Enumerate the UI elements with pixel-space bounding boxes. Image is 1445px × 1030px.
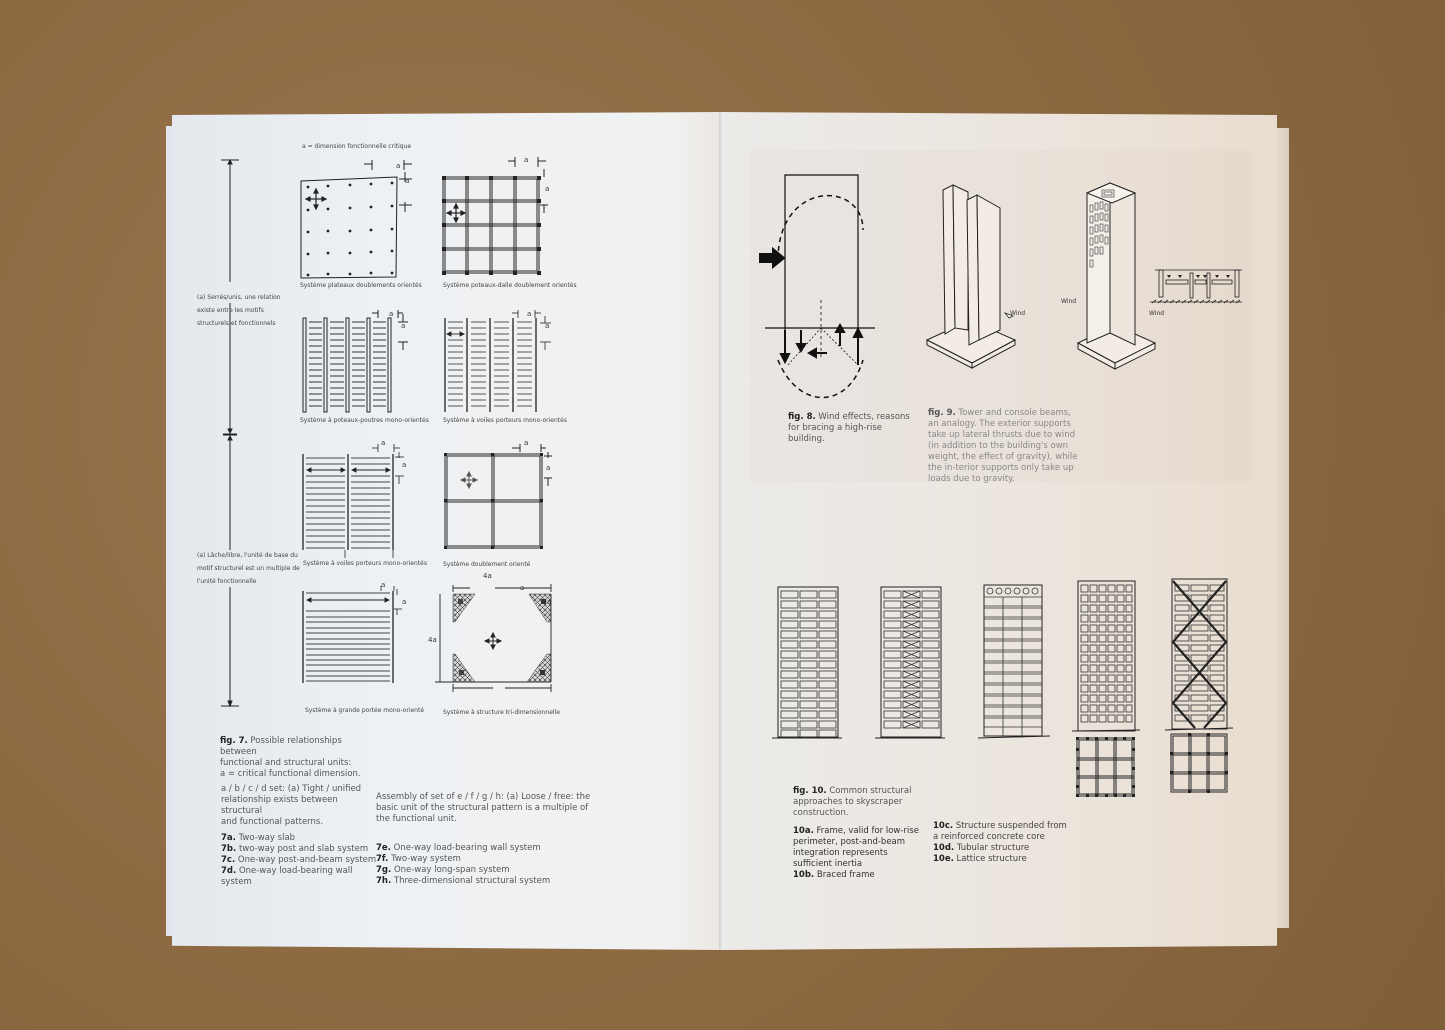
- legend-item: a reinforced concrete core: [933, 832, 1045, 842]
- side-label-loose: [197, 549, 300, 588]
- legend-7a-7d: [221, 833, 381, 888]
- caption-line: weight, the effect of gravity), while: [928, 452, 1078, 462]
- fig9-ibeam-drawing: [925, 180, 1025, 380]
- caption-line: for bracing a high-rise: [788, 423, 883, 433]
- dim-4a: 4a: [428, 636, 437, 644]
- page-stack-right: [1275, 128, 1289, 928]
- side-label-line: existe entre les motifs: [197, 307, 264, 314]
- fig10-tubular-10d: [1072, 578, 1142, 828]
- note-loose: [376, 792, 596, 825]
- side-label-line: l'unité fonctionnelle: [197, 578, 257, 585]
- caption-line: fig. 10. Common structural: [793, 786, 912, 796]
- diagram-7e-bearing-wall: [300, 440, 420, 560]
- header-label: a = dimension fonctionnelle critique: [302, 143, 412, 150]
- book-gutter: [719, 112, 724, 950]
- diagram-7h-3d-structure: [425, 570, 565, 705]
- side-label-line: structurels et fonctionnels: [197, 320, 276, 327]
- legend-item: 10a. Frame, valid for low-rise: [793, 826, 919, 836]
- vertical-dimension-line: [215, 155, 245, 715]
- wind-label: Wind: [1010, 310, 1026, 317]
- wind-label: Wind: [1061, 298, 1077, 305]
- diagram-label-7a: Système plateaux doublements orientés: [300, 282, 422, 289]
- legend-item: 7b. two-way post and slab system: [221, 844, 369, 854]
- note-line: basic unit of the structural pattern is a multiple of: [376, 803, 589, 813]
- caption-line: approaches to skyscraper: [793, 797, 903, 807]
- dim-a: a: [402, 461, 407, 469]
- side-label-line: motif structurel est un multiple de: [197, 565, 300, 572]
- legend-7e-7h: [376, 843, 576, 887]
- legend-item: 10c. Structure suspended from: [933, 821, 1067, 831]
- legend-item: 7c. One-way post-and-beam system: [221, 855, 377, 865]
- dim-a: a: [402, 598, 407, 606]
- side-label-line: (a) Lâche/libre, l'unité de base du: [197, 552, 298, 559]
- fig10-lattice-10e: [1165, 576, 1235, 826]
- note-line: the functional unit.: [376, 814, 457, 824]
- legend-item: 7a. Two-way slab: [221, 833, 296, 843]
- dim-a: a: [401, 322, 406, 330]
- dim-a: a: [389, 310, 394, 318]
- caption-line: fig. 9. Tower and console beams,: [928, 408, 1071, 418]
- note-line: and functional patterns.: [221, 817, 324, 827]
- diagram-label-7d: Système à voiles porteurs mono-orientés: [443, 417, 567, 424]
- legend-item: 10d. Tubular structure: [933, 843, 1030, 853]
- legend-item: 7g. One-way long-span system: [376, 865, 510, 875]
- diagram-label-7b: Système poteaux-dalle doublement orientés: [443, 282, 577, 289]
- caption-line: the in-terior supports only take up: [928, 463, 1074, 473]
- caption-line: construction.: [793, 808, 849, 818]
- dim-a: a: [405, 177, 410, 185]
- fig7-caption: [220, 736, 370, 780]
- caption-line: functional and structural units:: [220, 758, 352, 768]
- dim-a: a: [524, 156, 529, 164]
- legend-item: 7h. Three-dimensional structural system: [376, 876, 551, 886]
- diagram-label-7h: Système à structure tri-dimensionnelle: [443, 709, 560, 716]
- note-line: Assembly of set of e / f / g / h: (a) Loose / free: the: [376, 792, 591, 802]
- caption-line: take up lateral thrusts due to wind: [928, 430, 1076, 440]
- diagram-7f-two-way: [440, 440, 560, 560]
- fig10-caption: [793, 786, 913, 819]
- legend-item: perimeter, post-and-beam: [793, 837, 906, 847]
- dim-a: a: [545, 185, 550, 193]
- legend-item: 7d. One-way load-bearing wall system: [221, 866, 353, 887]
- legend-item: sufficient inertia: [793, 859, 863, 869]
- wind-label: Wind: [1149, 310, 1165, 317]
- legend-item: 7f. Two-way system: [376, 854, 461, 864]
- diagram-label-7g: Système à grande portée mono-orienté: [305, 707, 425, 714]
- dim-a: a: [546, 464, 551, 472]
- dim-a: a: [545, 322, 550, 330]
- dim-a: a: [396, 162, 401, 170]
- diagram-label-7f: Système doublement orienté: [443, 561, 531, 568]
- fig10-braced-10b: [875, 585, 945, 745]
- dim-a: a: [524, 439, 529, 447]
- dim-a: a: [527, 310, 532, 318]
- fig9-console-beam: [1150, 263, 1250, 308]
- caption-line: a = critical functional dimension.: [220, 769, 361, 779]
- legend-item: integration represents: [793, 848, 888, 858]
- fig8-wind-diagram: [758, 170, 878, 405]
- fig10-suspended-10c: [978, 582, 1048, 742]
- fig-label: fig. 7.: [220, 736, 248, 746]
- caption-line: loads due to gravity.: [928, 474, 1015, 484]
- fig8-caption: [788, 412, 918, 445]
- note-line: relationship exists between structural: [221, 795, 338, 816]
- diagram-7b-post-slab: [440, 155, 560, 275]
- legend-item: 10e. Lattice structure: [933, 854, 1027, 864]
- dim-4a: 4a: [483, 572, 492, 580]
- caption-line: fig. 8. Wind effects, reasons: [788, 412, 910, 422]
- dim-a: a: [520, 584, 525, 592]
- diagram-label-7e: Système à voiles porteurs mono-orientés: [303, 560, 427, 567]
- legend-item: 7e. One-way load-bearing wall system: [376, 843, 541, 853]
- diagram-7a-slab: [300, 160, 420, 280]
- legend-10c-10e: [933, 821, 1073, 865]
- dim-a: a: [547, 598, 552, 606]
- fig10-frame-10a: [772, 585, 842, 745]
- caption-line: (in addition to the building's own: [928, 441, 1069, 451]
- fig9-tower-drawing: [1070, 183, 1160, 378]
- caption-text: Possible relationships between: [220, 736, 342, 757]
- diagram-label-7c: Système à poteaux-poutres mono-orientés: [300, 417, 429, 424]
- fig9-caption: [928, 408, 1088, 485]
- dim-a: a: [381, 581, 386, 589]
- dim-a: a: [381, 439, 386, 447]
- caption-line: an analogy. The exterior supports: [928, 419, 1071, 429]
- side-label-tight: [197, 291, 281, 330]
- note-line: a / b / c / d set: (a) Tight / unified: [221, 784, 362, 794]
- caption-line: [220, 736, 370, 758]
- note-tight: [221, 784, 371, 828]
- legend-10a-10b: [793, 826, 933, 881]
- side-label-line: (a) Serrés/unis, une relation: [197, 294, 281, 301]
- caption-line: building.: [788, 434, 825, 444]
- legend-item: 10b. Braced frame: [793, 870, 875, 880]
